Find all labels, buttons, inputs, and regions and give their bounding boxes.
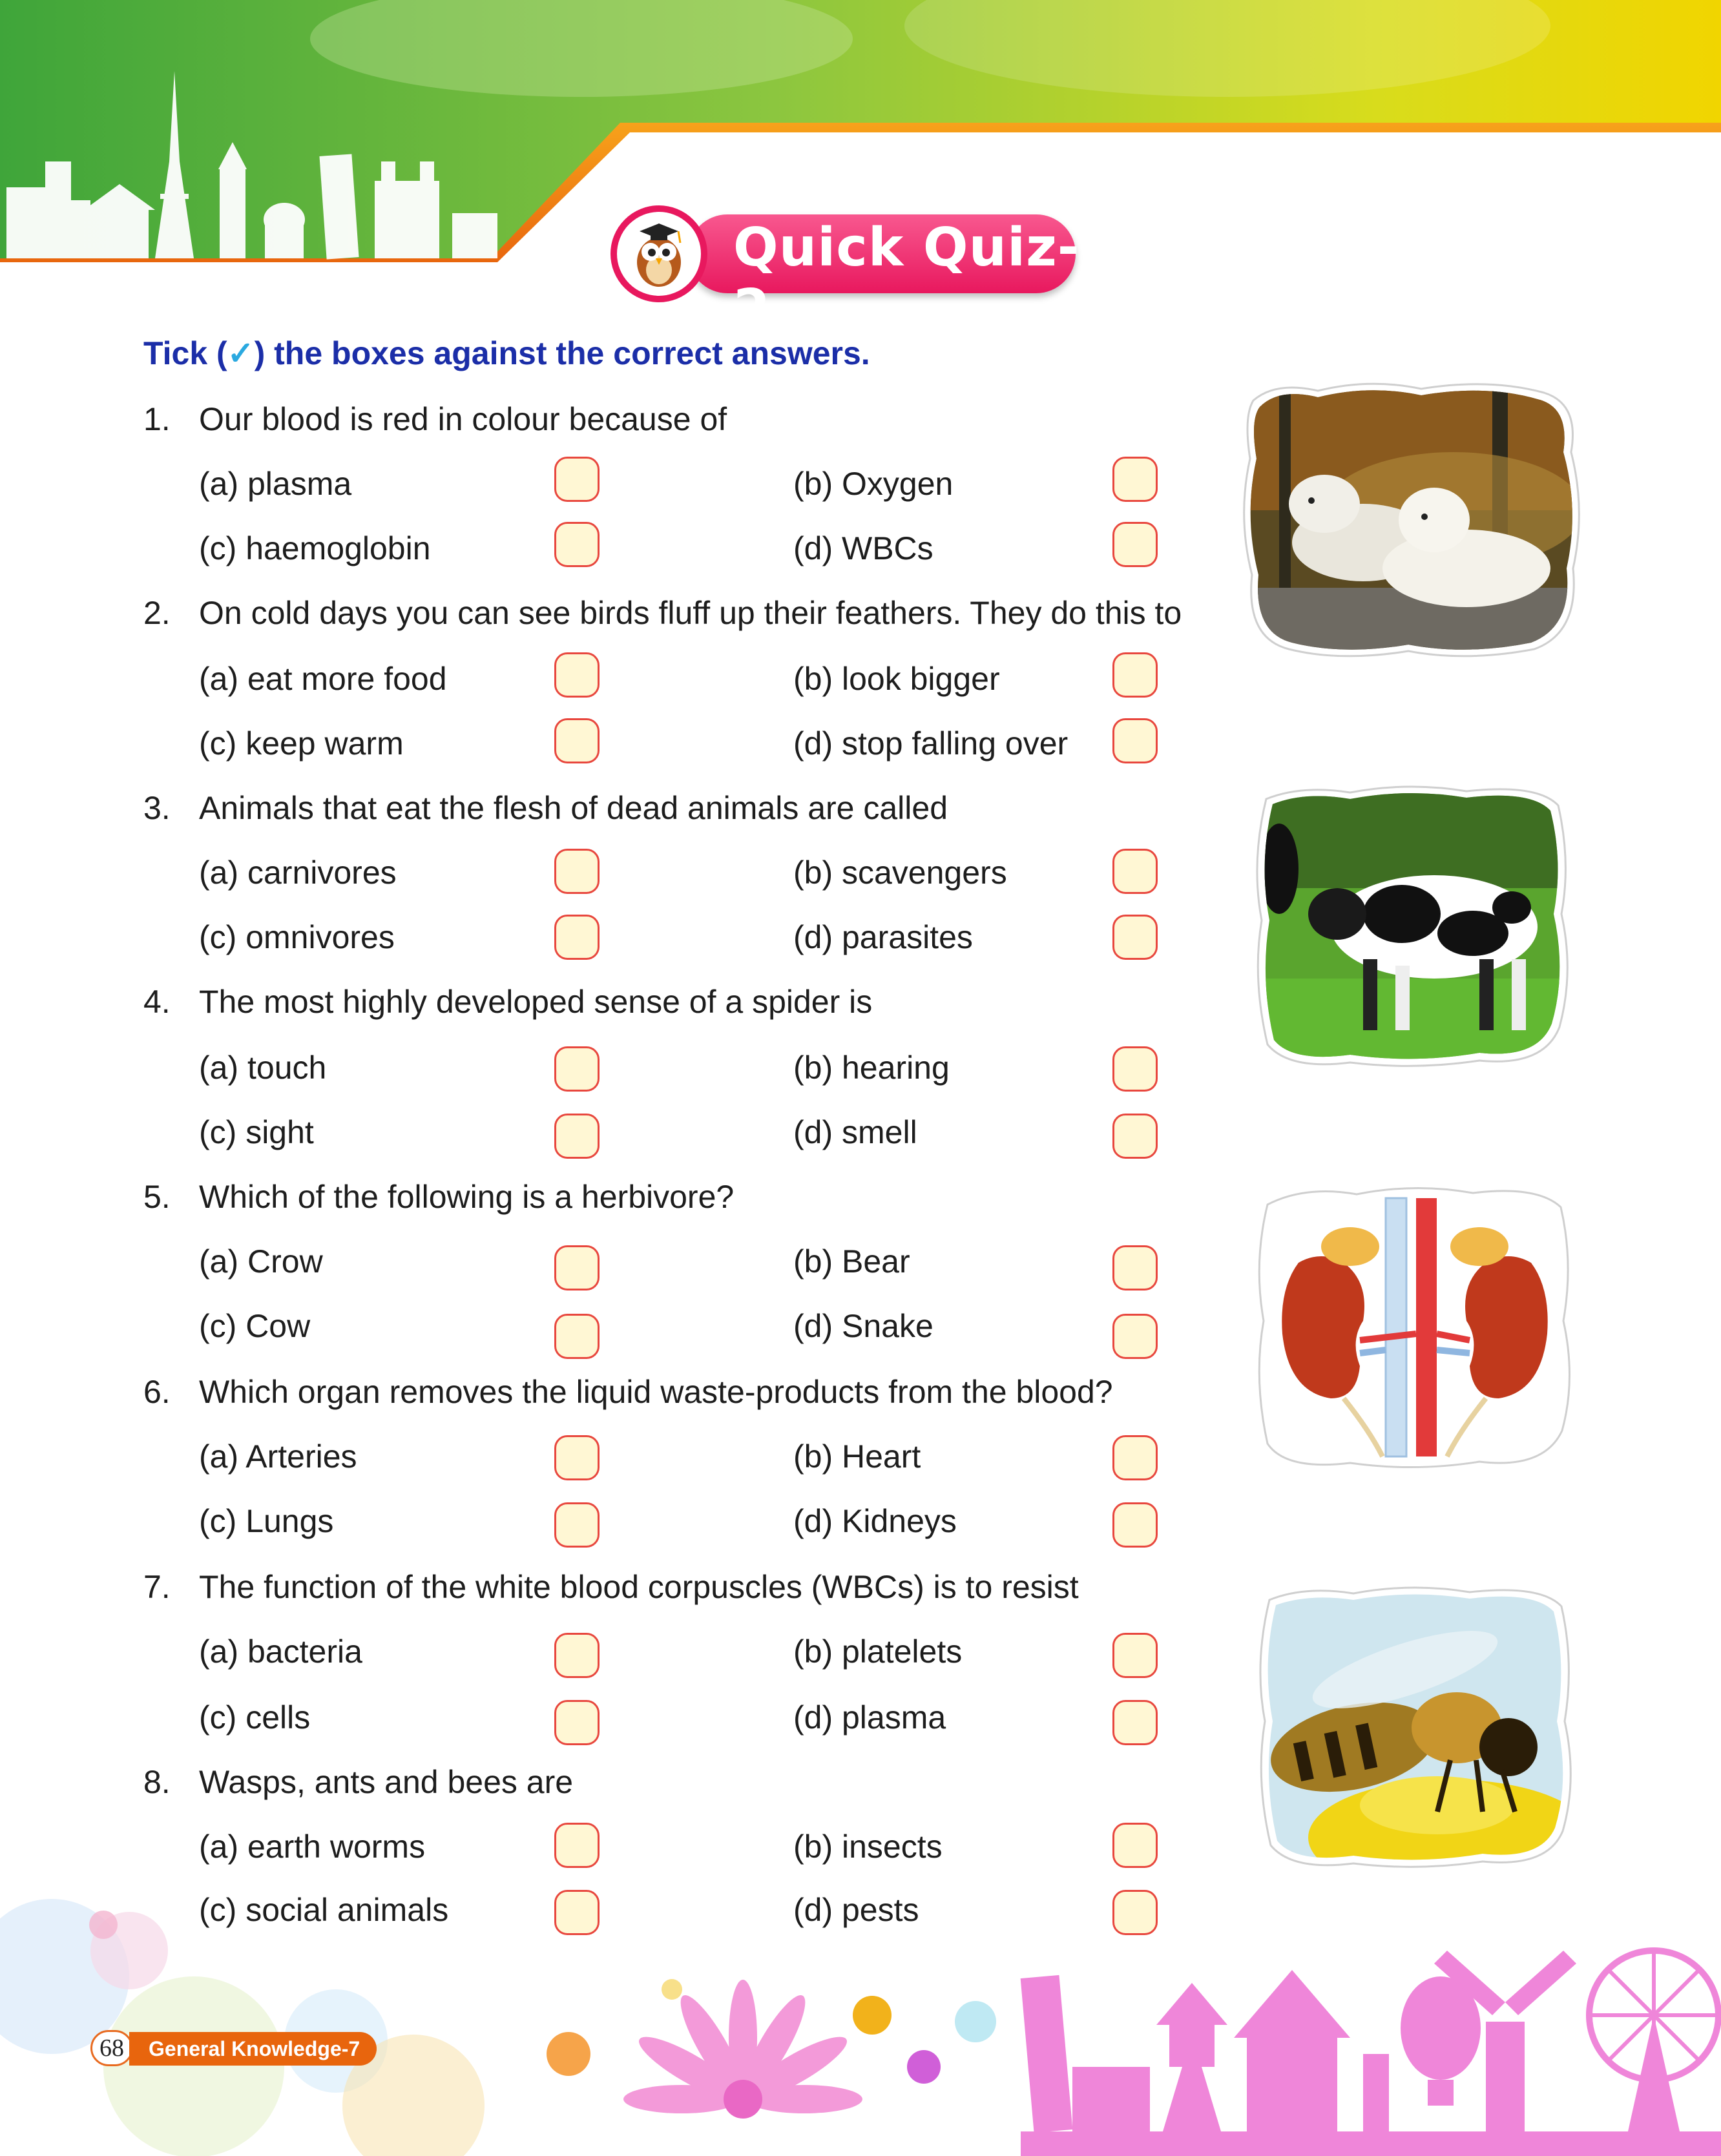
answer-checkbox[interactable] bbox=[554, 1114, 600, 1159]
answer-checkbox[interactable] bbox=[1112, 915, 1158, 960]
option-label: (a) Arteries bbox=[199, 1438, 357, 1475]
option-label: (d) smell bbox=[793, 1114, 917, 1150]
option-label: (b) insects bbox=[793, 1829, 943, 1865]
instruction-suffix: ) the boxes against the correct answers. bbox=[254, 335, 870, 371]
instruction-prefix: Tick ( bbox=[143, 335, 227, 371]
answer-checkbox[interactable] bbox=[554, 915, 600, 960]
option-label: (a) eat more food bbox=[199, 661, 447, 697]
option-label: (c) sight bbox=[199, 1114, 314, 1150]
question-text: On cold days you can see birds fluff up their feathers. They do this to bbox=[199, 595, 1182, 631]
answer-checkbox[interactable] bbox=[554, 1245, 600, 1290]
option-label: (c) omnivores bbox=[199, 919, 395, 955]
question-text: The most highly developed sense of a spider is bbox=[199, 984, 873, 1020]
option-label: (c) cells bbox=[199, 1699, 311, 1736]
answer-checkbox[interactable] bbox=[554, 1633, 600, 1678]
question-text: Our blood is red in colour because of bbox=[199, 401, 727, 437]
answer-checkbox[interactable] bbox=[1112, 457, 1158, 502]
answer-checkbox[interactable] bbox=[554, 457, 600, 502]
question-number: 6. bbox=[143, 1374, 171, 1410]
answer-checkbox[interactable] bbox=[554, 1314, 600, 1359]
answer-checkbox[interactable] bbox=[1112, 1046, 1158, 1092]
option-label: (a) carnivores bbox=[199, 855, 397, 891]
answer-checkbox[interactable] bbox=[554, 1823, 600, 1868]
option-label: (c) Cow bbox=[199, 1308, 311, 1344]
answer-checkbox[interactable] bbox=[554, 1502, 600, 1548]
footer-decoration bbox=[0, 1873, 1721, 2156]
option-label: (d) Snake bbox=[793, 1308, 934, 1344]
answer-checkbox[interactable] bbox=[554, 849, 600, 894]
question-text: Animals that eat the flesh of dead animals are called bbox=[199, 790, 948, 826]
answer-checkbox[interactable] bbox=[1112, 652, 1158, 698]
answer-checkbox[interactable] bbox=[1112, 1700, 1158, 1745]
owl-mascot-icon bbox=[610, 205, 707, 302]
option-label: (c) social animals bbox=[199, 1892, 449, 1928]
option-label: (c) keep warm bbox=[199, 725, 404, 762]
answer-checkbox[interactable] bbox=[554, 1046, 600, 1092]
question-number: 5. bbox=[143, 1179, 171, 1215]
question-8 bbox=[143, 1763, 573, 1801]
option-label: (b) Oxygen bbox=[793, 466, 954, 502]
question-number: 1. bbox=[143, 401, 171, 437]
option-label: (b) Heart bbox=[793, 1438, 921, 1475]
option-label: (b) look bigger bbox=[793, 661, 1000, 697]
question-text: Which organ removes the liquid waste-products from the blood? bbox=[199, 1374, 1113, 1410]
option-label: (b) hearing bbox=[793, 1050, 950, 1086]
answer-checkbox[interactable] bbox=[554, 1435, 600, 1480]
option-label: (a) plasma bbox=[199, 466, 352, 502]
answer-checkbox[interactable] bbox=[1112, 1314, 1158, 1359]
question-text: Wasps, ants and bees are bbox=[199, 1764, 574, 1800]
option-label: (d) Kidneys bbox=[793, 1503, 957, 1539]
question-4 bbox=[143, 983, 872, 1021]
option-label: (a) earth worms bbox=[199, 1829, 426, 1865]
question-number: 4. bbox=[143, 984, 171, 1020]
option-label: (a) Crow bbox=[199, 1243, 323, 1280]
question-number: 8. bbox=[143, 1764, 171, 1800]
answer-checkbox[interactable] bbox=[1112, 1114, 1158, 1159]
option-label: (a) touch bbox=[199, 1050, 327, 1086]
answer-checkbox[interactable] bbox=[554, 652, 600, 698]
question-text: The function of the white blood corpuscles (WBCs) is to resist bbox=[199, 1569, 1079, 1605]
option-label: (c) Lungs bbox=[199, 1503, 334, 1539]
cow-photo bbox=[1253, 785, 1570, 1069]
option-label: (b) Bear bbox=[793, 1243, 910, 1280]
kidneys-illustration bbox=[1253, 1185, 1576, 1469]
answer-checkbox[interactable] bbox=[554, 1700, 600, 1745]
option-label: (b) platelets bbox=[793, 1633, 963, 1670]
question-text: Which of the following is a herbivore? bbox=[199, 1179, 735, 1215]
answer-checkbox[interactable] bbox=[1112, 1502, 1158, 1548]
question-3 bbox=[143, 789, 948, 827]
answer-checkbox[interactable] bbox=[1112, 849, 1158, 894]
answer-checkbox[interactable] bbox=[554, 718, 600, 763]
question-number: 7. bbox=[143, 1569, 171, 1605]
option-label: (d) plasma bbox=[793, 1699, 946, 1736]
wolves-photo bbox=[1240, 381, 1583, 659]
question-number: 3. bbox=[143, 790, 171, 826]
bee-photo bbox=[1257, 1586, 1573, 1870]
quiz-title-badge bbox=[610, 205, 1108, 340]
question-5 bbox=[143, 1178, 734, 1216]
option-label: (d) parasites bbox=[793, 919, 973, 955]
question-7 bbox=[143, 1568, 1079, 1606]
page-number: 68 bbox=[90, 2030, 133, 2066]
option-label: (d) WBCs bbox=[793, 530, 934, 566]
instruction-text bbox=[143, 335, 870, 372]
option-label: (a) bacteria bbox=[199, 1633, 362, 1670]
answer-checkbox[interactable] bbox=[1112, 1435, 1158, 1480]
question-1 bbox=[143, 400, 727, 438]
answer-checkbox[interactable] bbox=[1112, 1823, 1158, 1868]
question-6 bbox=[143, 1373, 1113, 1411]
answer-checkbox[interactable] bbox=[1112, 718, 1158, 763]
answer-checkbox[interactable] bbox=[1112, 522, 1158, 567]
option-label: (d) pests bbox=[793, 1892, 919, 1928]
question-2 bbox=[143, 594, 1182, 632]
book-title-label: General Knowledge-7 bbox=[129, 2032, 377, 2066]
answer-checkbox[interactable] bbox=[1112, 1633, 1158, 1678]
answer-checkbox[interactable] bbox=[554, 522, 600, 567]
check-mark-icon: ✓ bbox=[227, 335, 255, 371]
option-label: (b) scavengers bbox=[793, 855, 1007, 891]
page-title: Quick Quiz-2 bbox=[733, 217, 1080, 340]
option-label: (d) stop falling over bbox=[793, 725, 1069, 762]
question-number: 2. bbox=[143, 595, 171, 631]
answer-checkbox[interactable] bbox=[1112, 1245, 1158, 1290]
option-label: (c) haemoglobin bbox=[199, 530, 431, 566]
